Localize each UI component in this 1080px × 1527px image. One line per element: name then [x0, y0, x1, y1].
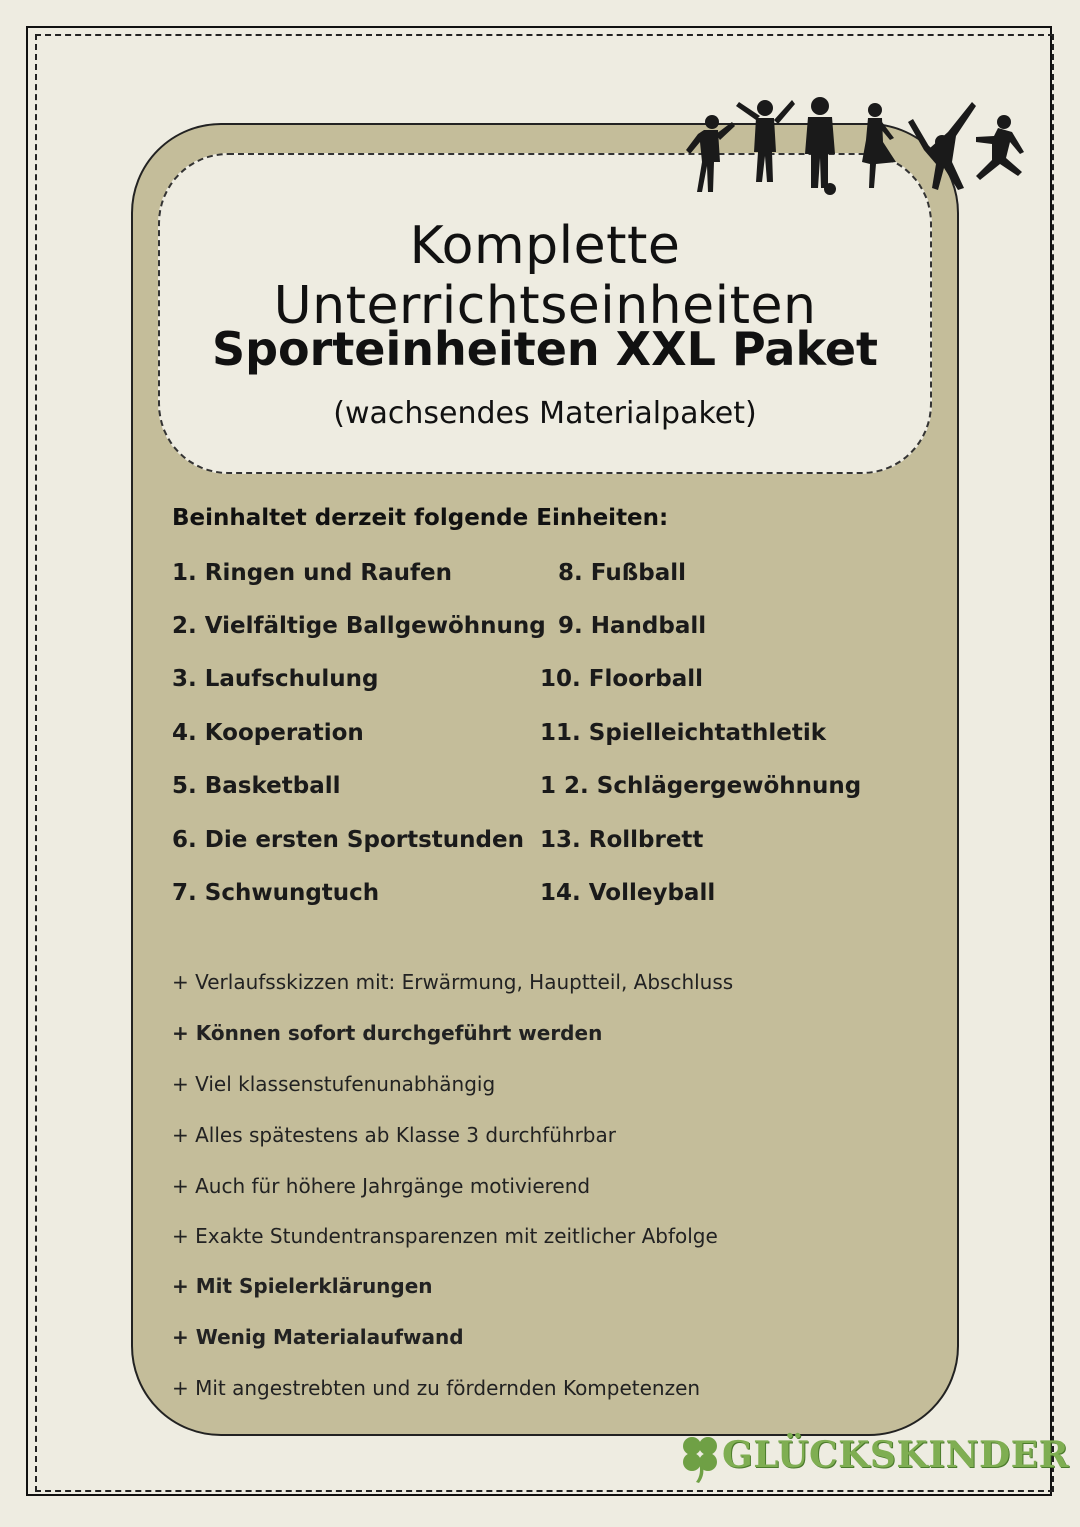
list-item: 14. Volleyball	[540, 880, 716, 906]
list-item: 8. Fußball	[558, 560, 686, 586]
list-item: 11. Spielleichtathletik	[540, 720, 827, 746]
list-item: 3. Laufschulung	[172, 666, 379, 692]
logo-text: GLÜCKSKINDER	[722, 1434, 1070, 1476]
list-item: 7. Schwungtuch	[172, 880, 380, 906]
feature-item: + Verlaufsskizzen mit: Erwärmung, Hauptteil, Abschluss	[172, 970, 734, 994]
feature-item: + Viel klassenstufenunabhängig	[172, 1072, 496, 1096]
list-item: 9. Handball	[558, 613, 707, 639]
feature-item: + Wenig Materialaufwand	[172, 1325, 464, 1349]
list-item: 5. Basketball	[172, 773, 341, 799]
list-item: 6. Die ersten Sportstunden	[172, 827, 524, 853]
feature-item: + Exakte Stundentransparenzen mit zeitlicher Abfolge	[172, 1224, 718, 1248]
list-item: 13. Rollbrett	[540, 827, 704, 853]
feature-item: + Alles spätestens ab Klasse 3 durchführbar	[172, 1123, 616, 1147]
list-item: 4. Kooperation	[172, 720, 364, 746]
feature-item: + Mit angestrebten und zu fördernden Kompetenzen	[172, 1376, 701, 1400]
list-item: 1. Ringen und Raufen	[172, 560, 452, 586]
title-line-3: (wachsendes Materialpaket)	[333, 396, 757, 431]
feature-item: + Können sofort durchgeführt werden	[172, 1021, 603, 1045]
list-item: 2. Vielfältige Ballgewöhnung	[172, 613, 546, 639]
children-silhouettes-icon	[680, 92, 1030, 202]
list-item: 1 2. Schlägergewöhnung	[540, 773, 862, 799]
title-line-1: Komplette Unterrichtseinheiten	[273, 216, 817, 336]
feature-item: + Mit Spielerklärungen	[172, 1274, 433, 1298]
list-item: 10. Floorball	[540, 666, 704, 692]
clover-icon	[678, 1432, 722, 1484]
feature-item: + Auch für höhere Jahrgänge motivierend	[172, 1174, 591, 1198]
title-line-2: Sporteinheiten XXL Paket	[211, 322, 879, 376]
units-intro: Beinhaltet derzeit folgende Einheiten:	[172, 505, 669, 531]
glueckskinder-logo	[678, 1432, 1070, 1484]
